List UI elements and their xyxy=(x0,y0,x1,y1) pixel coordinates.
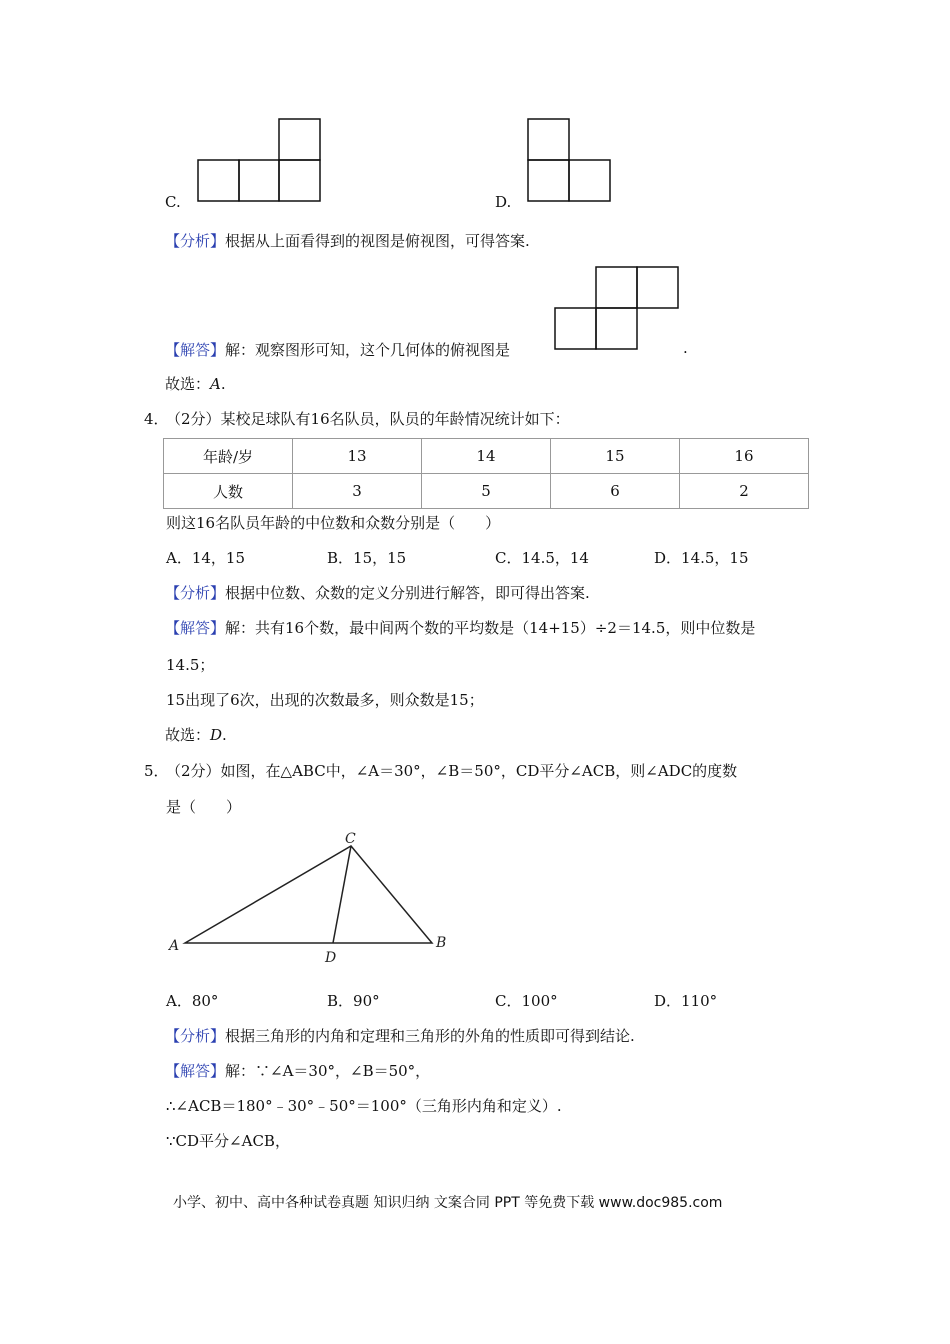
page-footer: 小学、初中、高中各种试卷真题 知识归纳 文案合同 PPT 等免费下载 www.doc985.com xyxy=(173,1195,723,1211)
table-cell: 2 xyxy=(679,474,808,509)
solution-text: 解：观察图形可知，这个几何体的俯视图是 xyxy=(225,341,511,359)
q4-option-b: B．15，15 xyxy=(327,549,407,567)
option-c-label: C. xyxy=(165,193,181,211)
choice-answer: A xyxy=(210,375,221,393)
q3-choice xyxy=(165,373,226,394)
table-row xyxy=(164,439,809,474)
q4-choice xyxy=(165,724,227,745)
solution-tag: 【解答】 xyxy=(165,341,226,359)
q5-stem-line1: （2分）如图，在△ABC中，∠A＝30°，∠B＝50°，CD平分∠ACB，则∠ADC的度数 xyxy=(166,762,738,780)
choice-end: . xyxy=(220,375,226,393)
q5-option-b: B．90° xyxy=(327,992,380,1010)
top-view-figure xyxy=(554,266,682,352)
age-stats-table xyxy=(163,438,809,509)
q3-analysis xyxy=(165,230,530,251)
analysis-text: 根据三角形的内角和定理和三角形的外角的性质即可得到结论. xyxy=(225,1027,635,1045)
q5-stem-line2: 是（ ） xyxy=(166,798,242,816)
analysis-text: 根据中位数、众数的定义分别进行解答，即可得出答案. xyxy=(225,584,590,602)
vertex-d-label: D xyxy=(325,950,337,966)
solution-text: 解：共有16个数，最中间两个数的平均数是（14+15）÷2＝14.5，则中位数是 xyxy=(225,619,756,637)
solution-tag: 【解答】 xyxy=(165,619,226,637)
choice-prefix: 故选： xyxy=(165,375,211,393)
analysis-tag: 【分析】 xyxy=(165,584,226,602)
solution-tag: 【解答】 xyxy=(165,1062,226,1080)
q4-option-a: A．14，15 xyxy=(166,549,246,567)
q5-solution-line2: ∴∠ACB＝180°﹣30°﹣50°＝100°（三角形内角和定义）. xyxy=(166,1097,562,1115)
q4-option-c: C．14.5，14 xyxy=(495,549,589,567)
q4-solution xyxy=(165,617,755,638)
option-d-label: D. xyxy=(495,193,512,211)
table-cell: 6 xyxy=(550,474,679,509)
analysis-tag: 【分析】 xyxy=(165,1027,226,1045)
q4-question: 则这16名队员年龄的中位数和众数分别是（ ） xyxy=(166,514,501,532)
table-cell: 年龄/岁 xyxy=(164,439,293,474)
q4-solution-line2: 14.5； xyxy=(166,656,215,674)
q4-option-d: D．14.5，15 xyxy=(654,549,749,567)
vertex-c-label: C xyxy=(345,831,356,847)
table-cell: 5 xyxy=(421,474,550,509)
q4-number: 4． xyxy=(144,410,169,428)
q5-solution xyxy=(165,1060,430,1081)
analysis-text: 根据从上面看得到的视图是俯视图，可得答案. xyxy=(225,232,530,250)
table-cell: 15 xyxy=(550,439,679,474)
triangle-figure xyxy=(160,825,460,970)
q5-option-c: C．100° xyxy=(495,992,558,1010)
table-cell: 16 xyxy=(679,439,808,474)
analysis-tag: 【分析】 xyxy=(165,232,226,250)
q3-solution-end: . xyxy=(683,339,688,357)
q4-solution-line3: 15出现了6次，出现的次数最多，则众数是15； xyxy=(166,691,484,709)
vertex-b-label: B xyxy=(436,935,447,951)
q3-solution xyxy=(165,339,510,360)
table-cell: 人数 xyxy=(164,474,293,509)
q4-stem: （2分）某校足球队有16名队员，队员的年龄情况统计如下： xyxy=(166,410,570,428)
choice-end: . xyxy=(222,726,227,744)
table-cell: 3 xyxy=(293,474,422,509)
q5-number: 5． xyxy=(144,762,169,780)
q5-analysis xyxy=(165,1025,635,1046)
table-cell: 14 xyxy=(421,439,550,474)
q5-option-d: D．110° xyxy=(654,992,718,1010)
table-row xyxy=(164,474,809,509)
choice-answer: D xyxy=(210,726,223,744)
q5-option-a: A．80° xyxy=(166,992,219,1010)
choice-prefix: 故选： xyxy=(165,726,211,744)
table-cell: 13 xyxy=(293,439,422,474)
vertex-a-label: A xyxy=(169,938,180,954)
option-c-figure xyxy=(197,118,323,204)
q4-analysis xyxy=(165,582,590,603)
q5-solution-line3: ∵CD平分∠ACB， xyxy=(166,1132,290,1150)
option-d-figure xyxy=(527,118,613,204)
solution-text: 解：∵∠A＝30°，∠B＝50°， xyxy=(225,1062,431,1080)
